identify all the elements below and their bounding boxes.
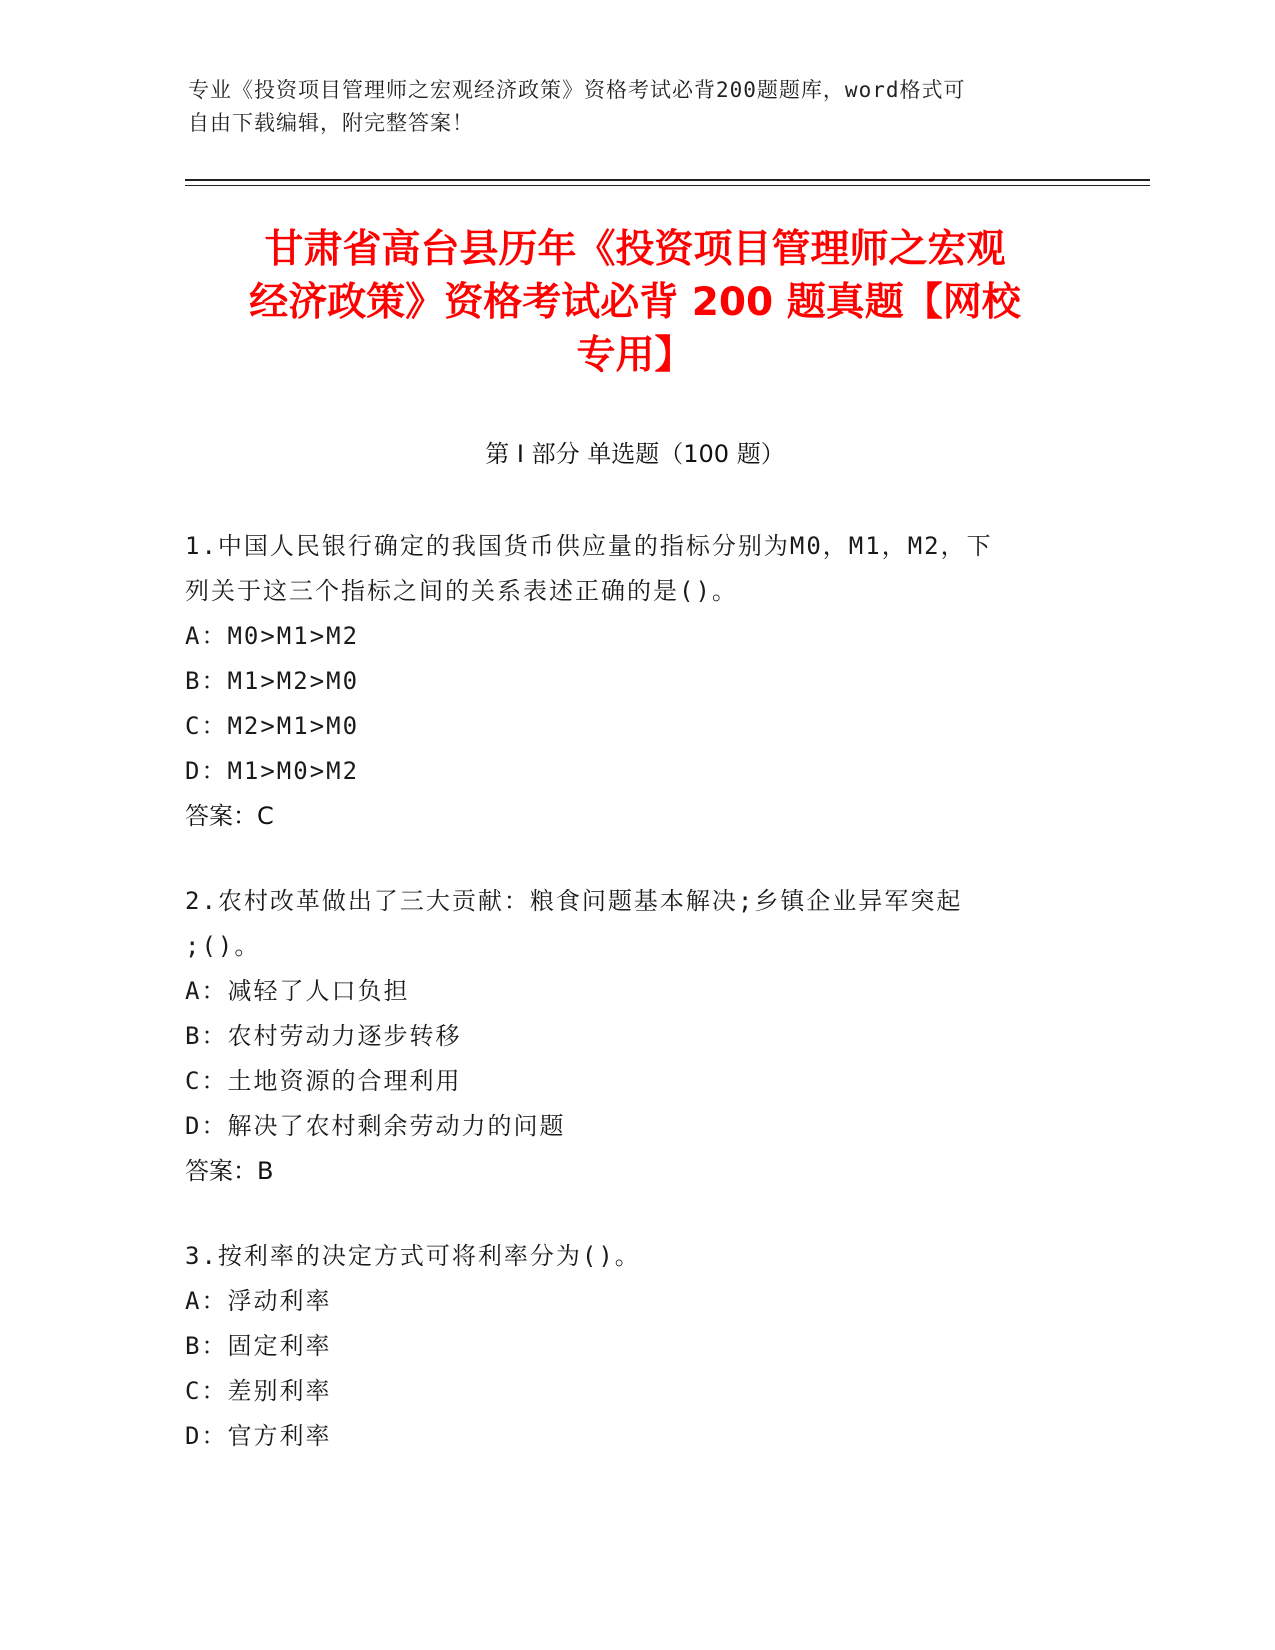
option-a: A：M0>M1>M2 (185, 622, 360, 650)
option-d: D：解决了农村剩余劳动力的问题 (185, 1112, 566, 1140)
header-divider (185, 179, 1150, 181)
question-3 (185, 1234, 1065, 1459)
option-d: D：官方利率 (185, 1422, 332, 1450)
option-b: B：M1>M2>M0 (185, 667, 360, 695)
option-b: B：农村劳动力逐步转移 (185, 1022, 462, 1050)
answer: 答案：C (185, 802, 274, 830)
option-c: C：差别利率 (185, 1377, 332, 1405)
header-divider-thin (185, 185, 1150, 186)
question-text: 3.按利率的决定方式可将利率分为()。 (185, 1242, 641, 1270)
question-text: 列关于这三个指标之间的关系表述正确的是()。 (185, 577, 738, 605)
question-text: 1.中国人民银行确定的我国货币供应量的指标分别为M0，M1，M2，下 (185, 532, 993, 560)
title-line: 经济政策》资格考试必背 200 题真题【网校 (249, 280, 1021, 325)
document-title (185, 223, 1085, 382)
answer: 答案：B (185, 1157, 274, 1185)
option-d: D：M1>M0>M2 (185, 757, 360, 785)
question-2 (185, 879, 1065, 1194)
question-text: ;()。 (185, 932, 261, 960)
question-list (185, 524, 1065, 1499)
option-a: A：浮动利率 (185, 1287, 332, 1315)
option-c: C：M2>M1>M0 (185, 712, 360, 740)
header-note-line: 自由下载编辑，附完整答案！ (188, 111, 474, 135)
question-1 (185, 524, 1065, 839)
title-line: 专用】 (576, 333, 694, 378)
section-heading: 第 I 部分 单选题（100 题） (485, 440, 785, 468)
title-line: 甘肃省高台县历年《投资项目管理师之宏观 (264, 227, 1006, 272)
option-a: A：减轻了人口负担 (185, 977, 410, 1005)
header-note-line: 专业《投资项目管理师之宏观经济政策》资格考试必背200题题库，word格式可 (188, 78, 966, 102)
question-text: 2.农村改革做出了三大贡献：粮食问题基本解决;乡镇企业异军突起 (185, 887, 963, 915)
option-c: C：土地资源的合理利用 (185, 1067, 462, 1095)
header-note (188, 74, 1088, 140)
option-b: B：固定利率 (185, 1332, 332, 1360)
